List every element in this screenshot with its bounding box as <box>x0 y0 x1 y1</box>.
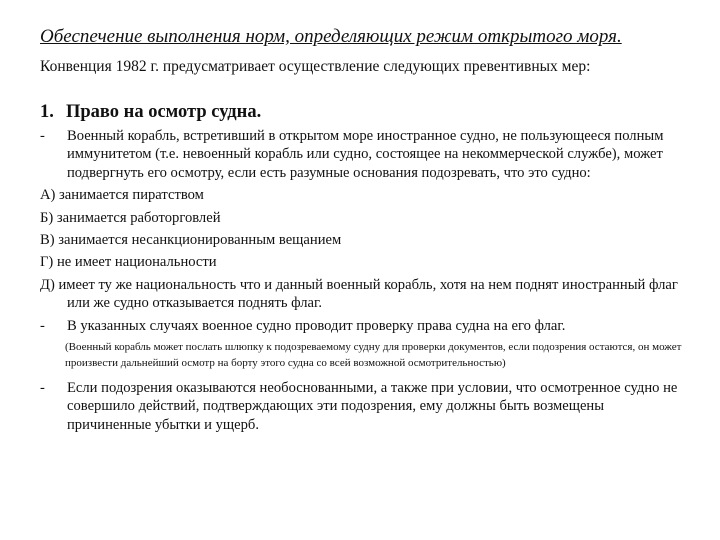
intro-text: Конвенция 1982 г. предусматривает осуществление следующих превентивных мер: <box>40 58 591 75</box>
list-item: Д) имеет ту же национальность что и данный военный корабль, хотя на нем поднят иностранный флаг или же судно отказывается поднять флаг. <box>40 276 678 312</box>
paragraph-compensation-text: Если подозрения оказываются необоснованными, а также при условии, что осмотренное судно не совершило действий, подтверждающих эти подозрения, ему должны быть возмещены причиненные убытки и ущерб. <box>67 380 678 433</box>
slide-title: Обеспечение выполнения норм, определяющих режим открытого моря. <box>40 26 622 47</box>
dash-bullet: - <box>40 128 45 144</box>
dash-bullet: - <box>40 380 45 397</box>
content-body <box>40 127 690 438</box>
dash-bullet: - <box>40 317 45 334</box>
section-heading <box>40 102 261 123</box>
list-item: В) занимается несанкционированным вещанием <box>40 232 342 249</box>
paragraph-flag-check <box>40 317 690 335</box>
section-heading-text: Право на осмотр судна. <box>66 102 262 122</box>
section-number: 1. <box>40 102 54 122</box>
paragraph-flag-check-text: В указанных случаях военное судно проводит проверку права судна на его флаг. <box>67 317 566 334</box>
paragraph-inspection-text: Военный корабль, встретивший в открытом море иностранное судно, не пользующееся полным иммунитетом (т.е. невоенный корабль или судно, состоящее на некоммерческой службе), может подвергнуть его осмотру, если есть разумные основания подозревать, что это судно: <box>67 128 664 181</box>
list-item: Г) не имеет национальности <box>40 254 217 271</box>
paragraph-inspection <box>40 127 690 182</box>
list-item: А) занимается пиратством <box>40 187 204 204</box>
list-item: Б) занимается работорговлей <box>40 209 221 226</box>
note-text: (Военный корабль может послать шлюпку к подозреваемому судну для проверки документов, если подозрения остаются, он может произвести дальнейший осмотр на борту этого судна со всей возможной осмотрительностью) <box>65 341 682 370</box>
paragraph-compensation <box>40 379 690 434</box>
